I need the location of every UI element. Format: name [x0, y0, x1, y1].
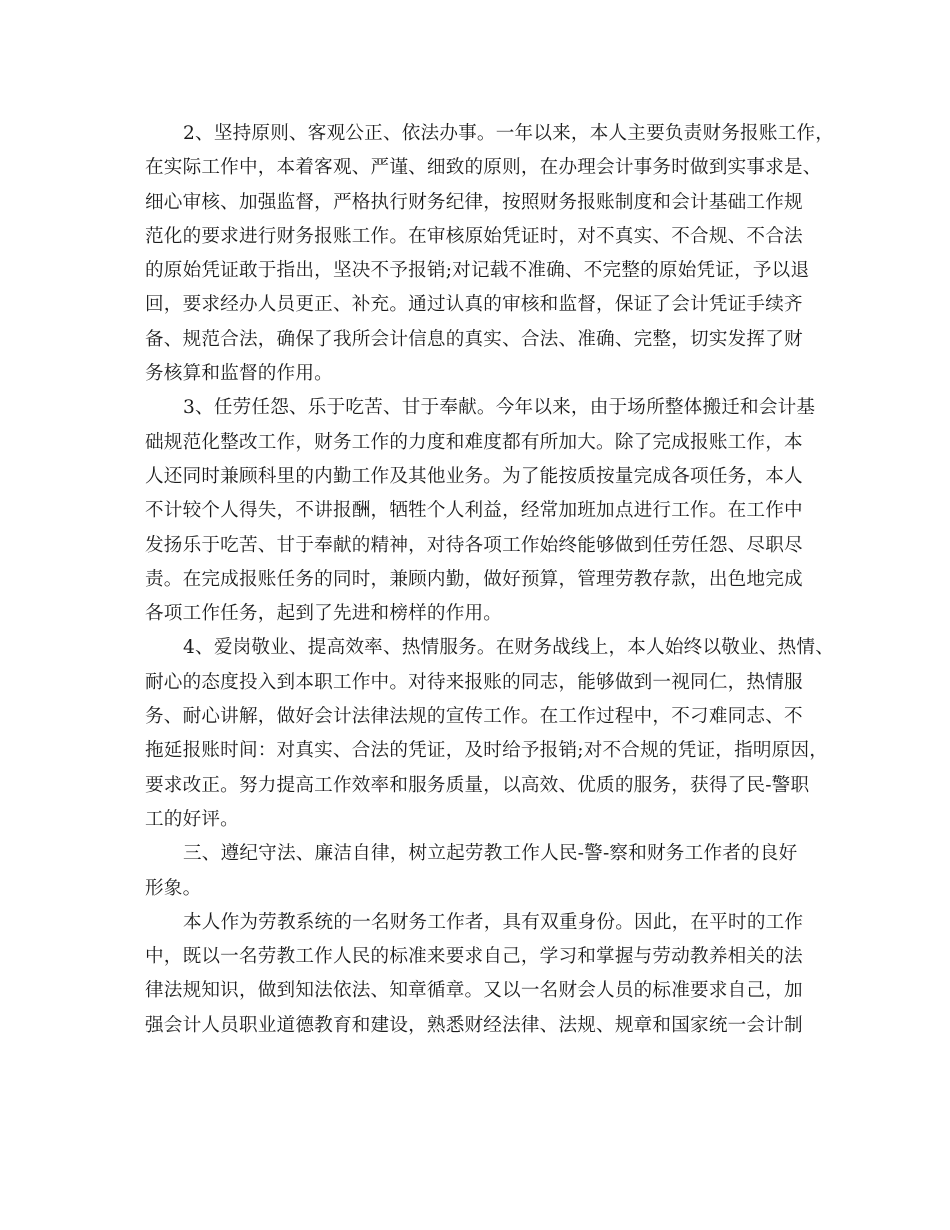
paragraph-line: 回，要求经办人员更正、补充。通过认真的审核和监督，保证了会计凭证手续齐: [145, 294, 803, 316]
paragraph-line: 中，既以一名劳教工作人民的标准来要求自己，学习和掌握与劳动教养相关的法: [145, 946, 803, 968]
paragraph-line: 拖延报账时间：对真实、合法的凭证，及时给予报销;对不合规的凭证，指明原因，: [145, 740, 829, 762]
paragraph-item-2-principles: [145, 117, 835, 391]
paragraph-item-3-dedication: [145, 391, 825, 631]
paragraph-line: 责。在完成报账任务的同时，兼顾内勤，做好预算，管理劳教存款，出色地完成: [145, 568, 803, 590]
paragraph-line: 律法规知识，做到知法依法、知章循章。又以一名财会人员的标准要求自己，加: [145, 980, 803, 1002]
paragraph-line: 要求改正。努力提高工作效率和服务质量，以高效、优质的服务，获得了民-警职: [145, 774, 810, 796]
paragraph-line: 不计较个人得失，不讲报酬，牺牲个人利益，经常加班加点进行工作。在工作中: [145, 500, 803, 522]
paragraph-line: 细心审核、加强监督，严格执行财务纪律，按照财务报账制度和会计基础工作规: [145, 191, 803, 213]
paragraph-dual-identity: [145, 906, 825, 1043]
paragraph-line: 务核算和监督的作用。: [145, 363, 333, 385]
paragraph-line: 各项工作任务，起到了先进和榜样的作用。: [145, 603, 503, 625]
paragraph-line: 形象。: [145, 877, 202, 899]
paragraph-line: 在实际工作中，本着客观、严谨、细致的原则，在办理会计事务时做到实事求是、: [145, 157, 822, 179]
paragraph-first-line: 2、坚持原则、客观公正、依法办事。一年以来，本人主要负责财务报账工作，: [183, 123, 835, 144]
paragraph-line: 强会计人员职业道德教育和建设，熟悉财经法律、法规、规章和国家统一会计制: [145, 1014, 803, 1036]
paragraph-first-line: 4、爱岗敬业、提高效率、热情服务。在财务战线上，本人始终以敬业、热情、: [183, 637, 835, 659]
paragraph-first-line: 三、遵纪守法、廉洁自律，树立起劳教工作人民-警-察和财务工作者的良好: [183, 843, 798, 865]
paragraph-line: 备、规范合法，确保了我所会计信息的真实、合法、准确、完整，切实发挥了财: [145, 328, 803, 350]
paragraph-line: 发扬乐于吃苦、甘于奉献的精神，对待各项工作始终能够做到任劳任怨、尽职尽: [145, 534, 803, 556]
paragraph-item-4-service: [145, 631, 835, 837]
paragraph-line: 人还同时兼顾科里的内勤工作及其他业务。为了能按质按量完成各项任务，本人: [145, 465, 803, 487]
paragraph-line: 工的好评。: [145, 808, 239, 830]
paragraph-line: 的原始凭证敢于指出，坚决不予报销;对记载不准确、不完整的原始凭证，予以退: [145, 260, 810, 282]
paragraph-line: 耐心的态度投入到本职工作中。对待来报账的同志，能够做到一视同仁，热情服: [145, 671, 803, 693]
paragraph-section-3-discipline: [145, 837, 825, 906]
document-body: [145, 117, 835, 1043]
paragraph-first-line: 本人作为劳教系统的一名财务工作者，具有双重身份。因此，在平时的工作: [183, 911, 804, 933]
paragraph-first-line: 3、任劳任怨、乐于吃苦、甘于奉献。今年以来，由于场所整体搬迁和会计基: [183, 397, 816, 419]
paragraph-line: 务、耐心讲解，做好会计法律法规的宣传工作。在工作过程中，不刁难同志、不: [145, 706, 803, 728]
paragraph-line: 范化的要求进行财务报账工作。在审核原始凭证时，对不真实、不合规、不合法: [145, 225, 803, 247]
paragraph-line: 础规范化整改工作，财务工作的力度和难度都有所加大。除了完成报账工作，本: [145, 431, 803, 453]
